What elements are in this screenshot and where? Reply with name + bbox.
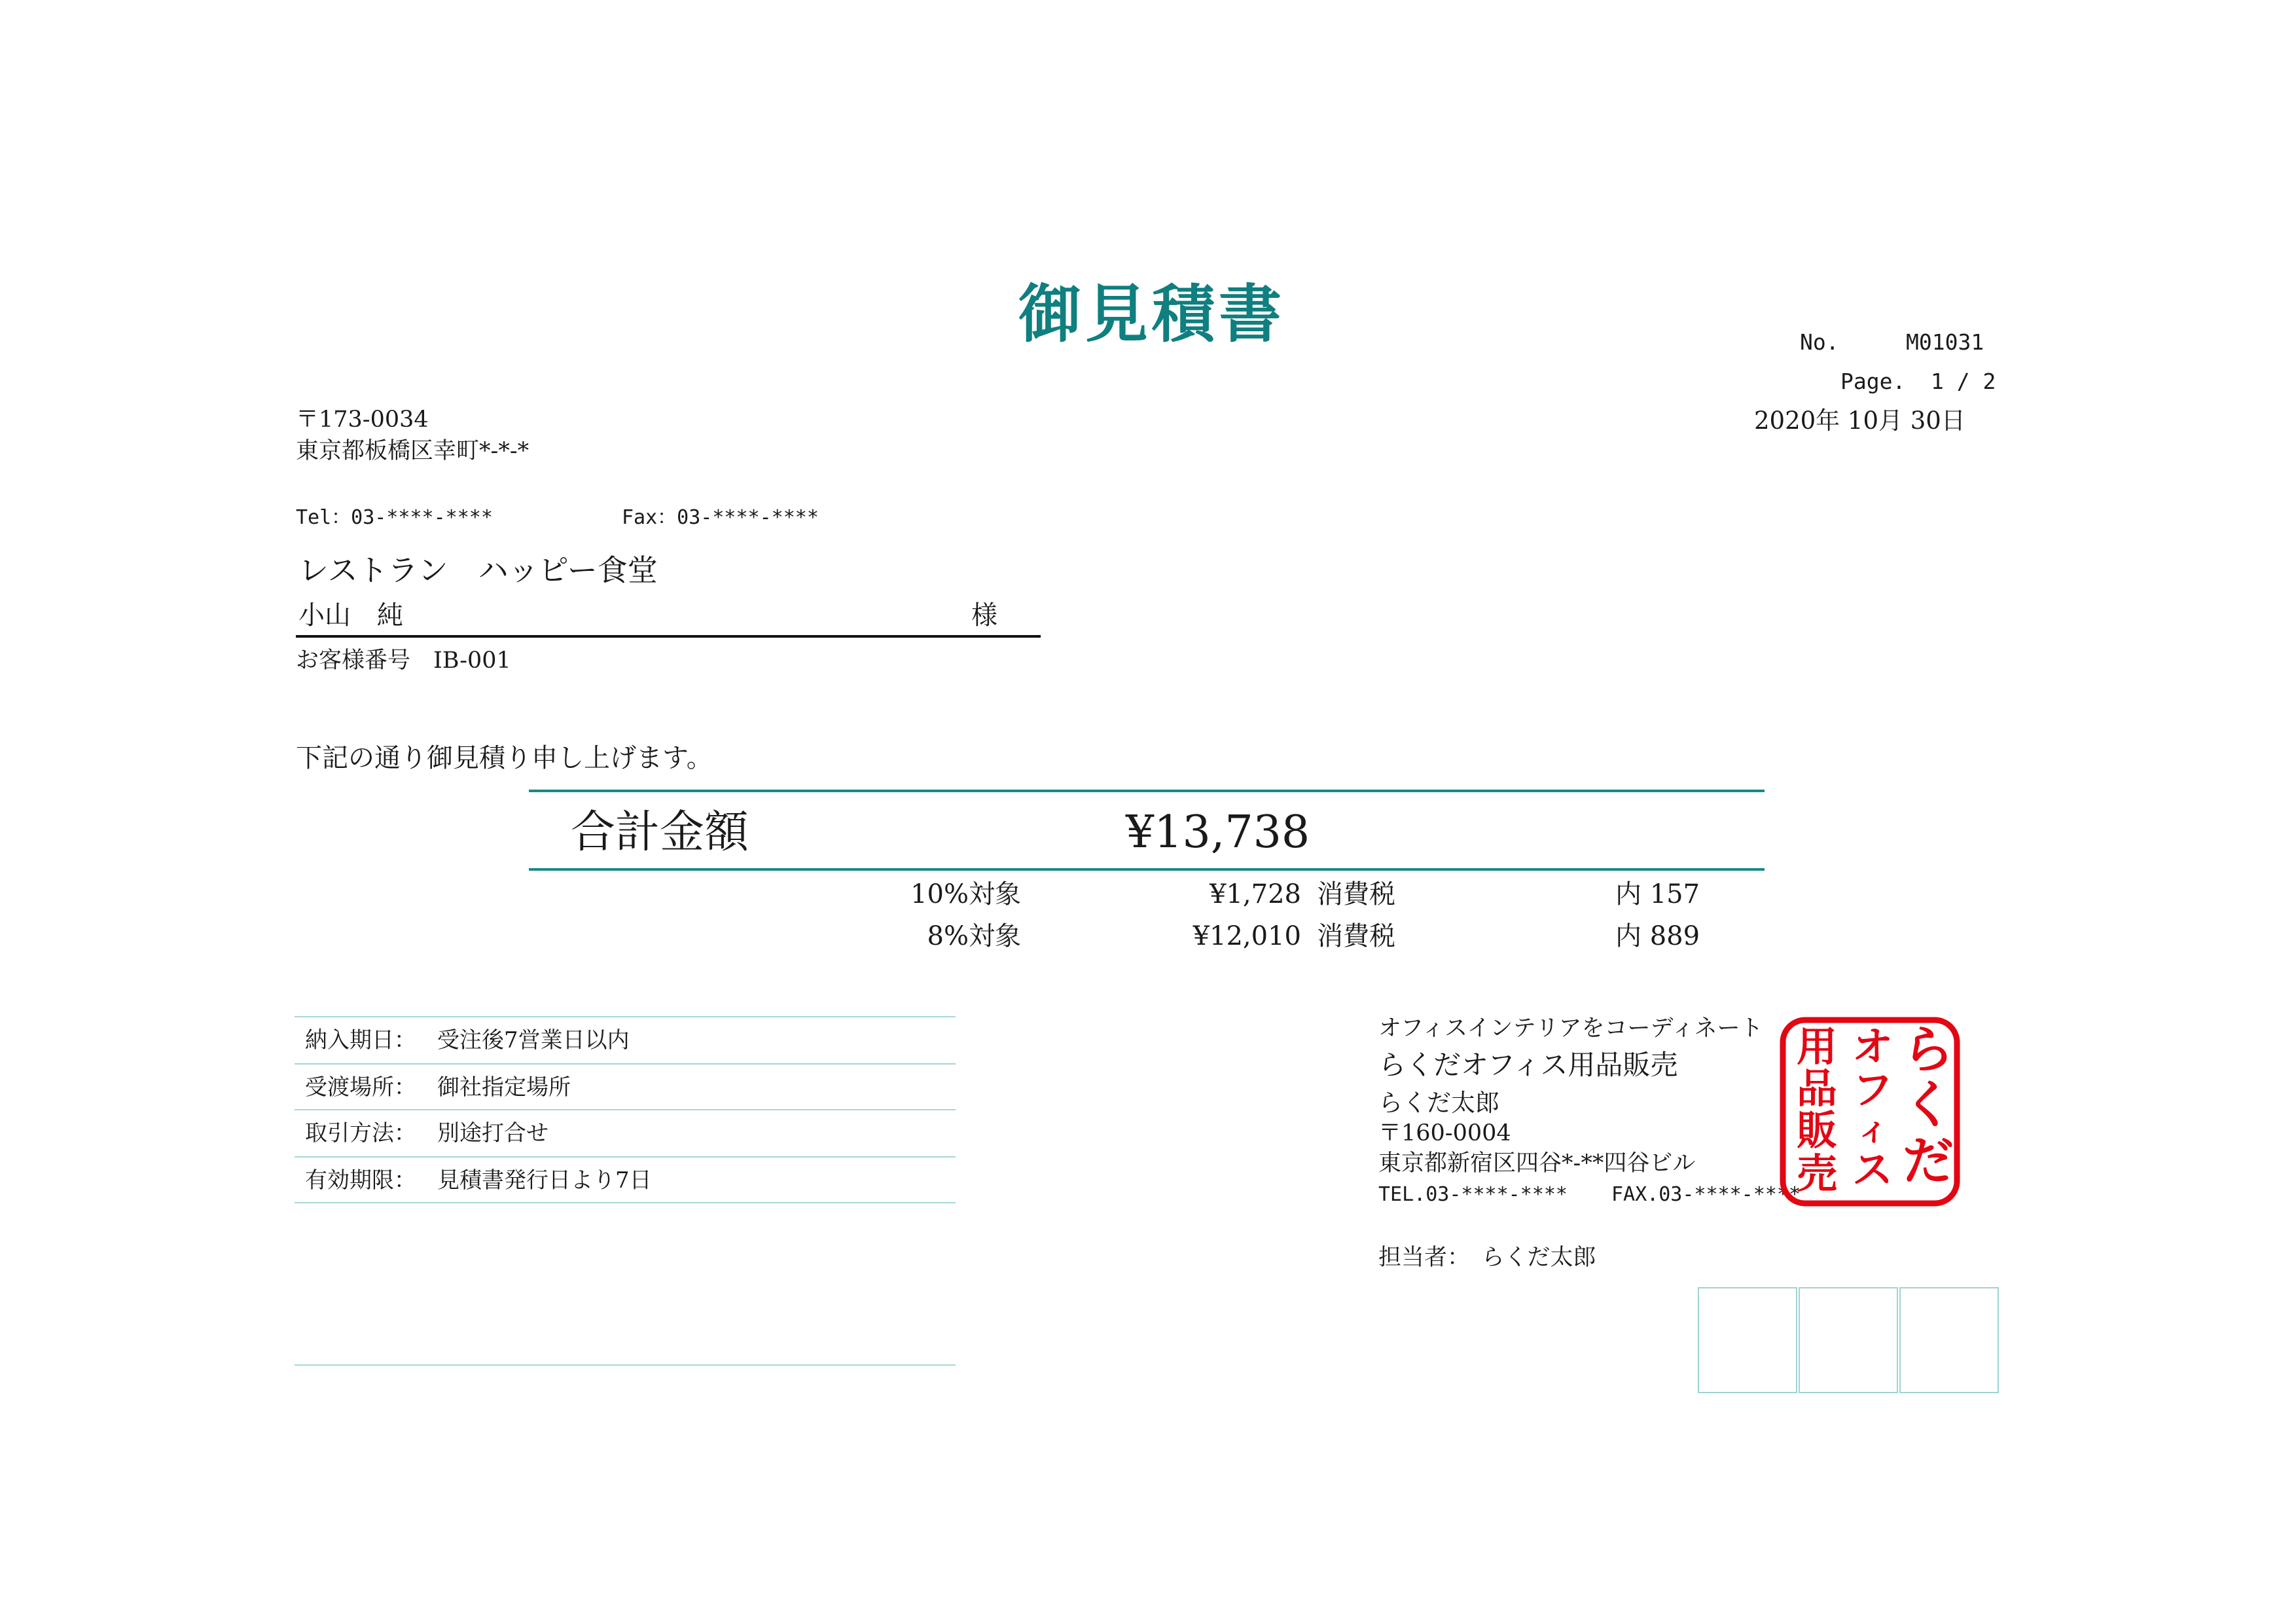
- customer-company: レストラン ハッピー食堂: [298, 553, 658, 588]
- customer-person: 小山 純: [298, 600, 403, 630]
- term-label: 納入期日：: [305, 1027, 416, 1053]
- page-label: Page.: [1840, 369, 1906, 394]
- customer-postal: 〒173-0034: [296, 407, 429, 433]
- tax-base-amount: ¥1,728: [1210, 879, 1301, 909]
- customer-tel: Tel：03-****-****: [296, 506, 493, 529]
- tax-amount: 内 157: [1615, 879, 1700, 909]
- svg-text:ら: ら: [1902, 1021, 1954, 1080]
- customer-address: 東京都板橋区幸町*-*-*: [296, 438, 529, 464]
- terms-rule: [295, 1202, 956, 1203]
- svg-text:品: 品: [1796, 1065, 1838, 1112]
- terms-rule: [295, 1364, 956, 1366]
- tax-amount: 内 889: [1615, 921, 1700, 951]
- term-label: 有効期限：: [305, 1167, 416, 1194]
- customer-number: お客様番号 IB-001: [296, 647, 511, 674]
- total-label: 合計金額: [571, 807, 749, 858]
- tax-base-amount: ¥12,010: [1193, 921, 1301, 951]
- terms-rule: [295, 1109, 956, 1110]
- total-top-rule: [529, 790, 1765, 792]
- svg-text:販: 販: [1796, 1106, 1838, 1154]
- issue-date: 2020年 10月 30日: [1754, 407, 1965, 435]
- svg-text:ス: ス: [1852, 1146, 1893, 1194]
- customer-fax: Fax：03-****-****: [622, 506, 819, 529]
- tax-target: 8%対象: [927, 921, 1021, 951]
- terms-rule: [295, 1156, 956, 1158]
- term-label: 取引方法：: [305, 1120, 416, 1146]
- svg-text:売: 売: [1796, 1150, 1838, 1197]
- issuer-fax: FAX.03-****-****: [1611, 1183, 1801, 1206]
- issuer-postal: 〒160-0004: [1378, 1120, 1511, 1146]
- issuer-company: らくだオフィス用品販売: [1378, 1049, 1678, 1081]
- issuer-tel: TEL.03-****-****: [1378, 1183, 1568, 1206]
- term-label: 受渡場所：: [305, 1074, 416, 1101]
- terms-rule: [295, 1063, 956, 1065]
- total-amount: ¥13,738: [1126, 807, 1310, 858]
- term-value: 別途打合せ: [437, 1120, 548, 1146]
- issuer-tagline: オフィスインテリアをコーディネート: [1378, 1015, 1763, 1042]
- number-value: M01031: [1906, 329, 1984, 355]
- issuer-address: 東京都新宿区四谷*-**四谷ビル: [1378, 1150, 1696, 1176]
- tax-label: 消費税: [1317, 921, 1395, 951]
- customer-honorific: 様: [971, 600, 997, 630]
- seal-box: [1799, 1287, 1898, 1393]
- seal-box: [1698, 1287, 1797, 1393]
- terms-rule: [295, 1016, 956, 1017]
- svg-text:く: く: [1902, 1076, 1954, 1135]
- intro-text: 下記の通り御見積り申し上げます。: [296, 743, 713, 773]
- number-label: No.: [1800, 329, 1839, 355]
- term-value: 見積書発行日より7日: [437, 1167, 652, 1194]
- term-value: 御社指定場所: [437, 1074, 571, 1101]
- page-value: 1 / 2: [1931, 369, 1996, 394]
- issuer-person: らくだ太郎: [1378, 1089, 1499, 1117]
- document-title: 御見積書: [1018, 278, 1285, 351]
- svg-text:ィ: ィ: [1856, 1110, 1889, 1148]
- total-bottom-rule: [529, 868, 1765, 871]
- tax-target: 10%対象: [910, 879, 1021, 909]
- staff-name: 担当者： らくだ太郎: [1378, 1245, 1596, 1271]
- customer-underline: [296, 635, 1041, 638]
- company-seal-stamp: [1779, 1016, 1961, 1207]
- svg-text:用: 用: [1796, 1023, 1838, 1070]
- tax-label: 消費税: [1317, 879, 1395, 909]
- term-value: 受注後7営業日以内: [437, 1027, 630, 1053]
- svg-text:フ: フ: [1852, 1066, 1893, 1114]
- svg-text:だ: だ: [1902, 1132, 1954, 1191]
- seal-box: [1899, 1287, 1999, 1393]
- svg-text:オ: オ: [1852, 1023, 1893, 1070]
